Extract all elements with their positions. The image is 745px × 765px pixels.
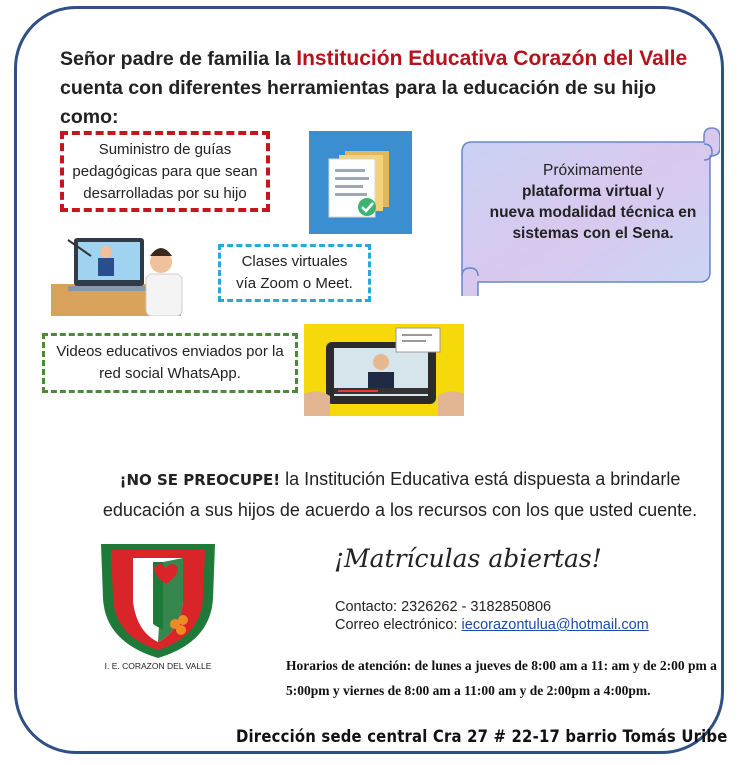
logo-caption: I. E. CORAZON DEL VALLE — [104, 661, 212, 671]
office-hours: Horarios de atención: de lunes a jueves de 8:00 am a 11: am y de 2:00 pm a 5:00pm y viernes de 8:00 am a 11:00 am y de 2:00pm a 4:00pm. — [286, 658, 717, 698]
contact-info — [335, 598, 649, 634]
guides-box — [60, 131, 270, 212]
intro-text — [60, 44, 700, 132]
contact-email-label: Correo electrónico: — [335, 617, 462, 633]
contact-phone: Contacto: 2326262 - 3182850806 — [335, 599, 552, 615]
intro-line2: cuenta con diferentes herramientas para la educación de su hijo como: — [60, 77, 657, 128]
intro-prefix: Señor padre de familia la — [60, 48, 297, 70]
announcement-text — [484, 160, 702, 244]
notice-bold: ¡NO SE PREOCUPE! — [119, 471, 281, 489]
documents-icon — [309, 131, 412, 234]
guides-text: Suministro de guías pedagógicas para que sean desarrolladas por su hijo — [72, 140, 258, 202]
announcement-lead: Próximamente — [543, 162, 643, 179]
institution-name: Institución Educativa Corazón del Valle — [296, 47, 688, 70]
notice-body: la Institución Educativa está dispuesta a brindarle educación a sus hijos de acuerdo a los recursos con los que usted cuente. — [102, 469, 698, 520]
address: Dirección sede central Cra 27 # 22-17 barrio Tomás Uribe — [236, 727, 728, 746]
announcement-platform: plataforma virtual — [521, 183, 652, 200]
contact-email-link[interactable]: iecorazontulua@hotmail.com — [461, 617, 649, 633]
announcement-modality: nueva modalidad técnica en sistemas con el Sena. — [489, 204, 697, 242]
enrollment-heading: ¡Matrículas abiertas! — [334, 544, 602, 573]
videos-text: Videos educativos enviados por la red social WhatsApp. — [56, 343, 284, 382]
notice-text — [80, 464, 720, 525]
virtual-classes-line1: Clases virtuales — [241, 253, 348, 270]
virtual-classes-box — [218, 244, 371, 302]
virtual-classes-line2: vía Zoom o Meet. — [236, 275, 353, 292]
video-player-illustration — [304, 324, 464, 416]
school-logo — [93, 538, 223, 672]
online-class-illustration — [46, 226, 201, 316]
videos-box — [42, 333, 298, 393]
announcement-and: y — [652, 183, 665, 200]
